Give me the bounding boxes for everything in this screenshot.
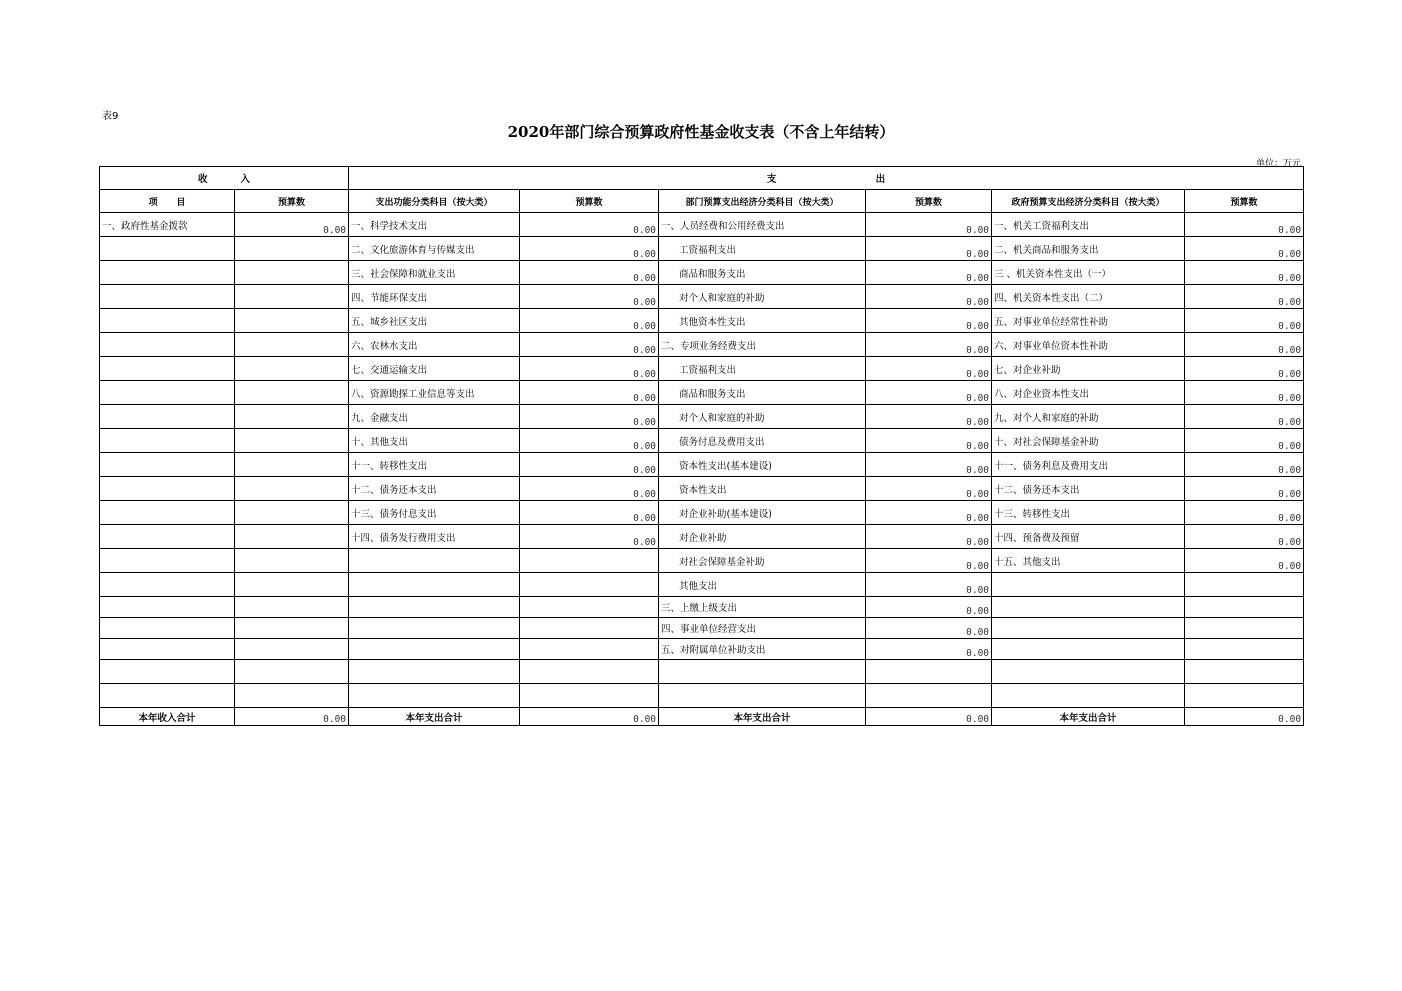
dept-value: 0.00 xyxy=(866,309,992,333)
gov-item: 十、对社会保障基金补助 xyxy=(992,429,1185,453)
table-row xyxy=(100,639,1304,660)
func-item: 四、节能环保支出 xyxy=(349,285,520,309)
func-item: 十四、债务发行费用支出 xyxy=(349,525,520,549)
income-item xyxy=(100,525,235,549)
func-value xyxy=(520,684,659,708)
func-item xyxy=(349,639,520,660)
income-value xyxy=(235,333,349,357)
dept-item: 商品和服务支出 xyxy=(659,261,866,285)
col-header-budget: 预算数 xyxy=(520,190,659,213)
dept-item: 资本性支出(基本建设) xyxy=(659,453,866,477)
dept-total-label: 本年支出合计 xyxy=(659,708,866,726)
func-item xyxy=(349,573,520,597)
income-value xyxy=(235,381,349,405)
gov-item: 十四、预备费及预留 xyxy=(992,525,1185,549)
gov-item xyxy=(992,684,1185,708)
income-item xyxy=(100,477,235,501)
func-value: 0.00 xyxy=(520,357,659,381)
dept-value: 0.00 xyxy=(866,477,992,501)
dept-value: 0.00 xyxy=(866,501,992,525)
table-row xyxy=(100,261,1304,285)
gov-value: 0.00 xyxy=(1185,309,1304,333)
dept-item: 一、人员经费和公用经费支出 xyxy=(659,213,866,237)
gov-value: 0.00 xyxy=(1185,333,1304,357)
func-value: 0.00 xyxy=(520,429,659,453)
dept-item: 三、上缴上级支出 xyxy=(659,597,866,618)
income-value xyxy=(235,660,349,684)
dept-item: 其他资本性支出 xyxy=(659,309,866,333)
income-item xyxy=(100,453,235,477)
income-item: 一、政府性基金拨款 xyxy=(100,213,235,237)
gov-item: 十三、转移性支出 xyxy=(992,501,1185,525)
dept-value: 0.00 xyxy=(866,429,992,453)
income-value xyxy=(235,618,349,639)
dept-value: 0.00 xyxy=(866,618,992,639)
gov-value xyxy=(1185,618,1304,639)
gov-value: 0.00 xyxy=(1185,213,1304,237)
dept-value: 0.00 xyxy=(866,333,992,357)
dept-value: 0.00 xyxy=(866,285,992,309)
income-value xyxy=(235,237,349,261)
table-row xyxy=(100,501,1304,525)
dept-item: 四、事业单位经营支出 xyxy=(659,618,866,639)
income-total-label: 本年收入合计 xyxy=(100,708,235,726)
func-item: 九、金融支出 xyxy=(349,405,520,429)
income-item xyxy=(100,381,235,405)
gov-value: 0.00 xyxy=(1185,453,1304,477)
col-header-budget: 预算数 xyxy=(866,190,992,213)
table-row xyxy=(100,525,1304,549)
gov-value: 0.00 xyxy=(1185,405,1304,429)
table-label: 表9 xyxy=(102,111,119,122)
table-row xyxy=(100,549,1304,573)
func-item: 二、文化旅游体育与传媒支出 xyxy=(349,237,520,261)
func-item xyxy=(349,549,520,573)
income-item xyxy=(100,261,235,285)
dept-value: 0.00 xyxy=(866,639,992,660)
page-title: 2020年部门综合预算政府性基金收支表（不含上年结转） xyxy=(507,123,895,141)
gov-value xyxy=(1185,597,1304,618)
gov-item: 八、对企业资本性支出 xyxy=(992,381,1185,405)
table-row xyxy=(100,684,1304,708)
table-row xyxy=(100,597,1304,618)
func-item: 十、其他支出 xyxy=(349,429,520,453)
table-row xyxy=(100,309,1304,333)
gov-item: 三 、机关资本性支出（一） xyxy=(992,261,1185,285)
col-header-gov: 政府预算支出经济分类科目（按大类） xyxy=(992,190,1185,213)
col-header-item: 项 目 xyxy=(100,190,235,213)
table-row xyxy=(100,381,1304,405)
func-value xyxy=(520,597,659,618)
income-item xyxy=(100,309,235,333)
dept-value xyxy=(866,660,992,684)
dept-item: 资本性支出 xyxy=(659,477,866,501)
gov-item: 二、机关商品和服务支出 xyxy=(992,237,1185,261)
dept-item xyxy=(659,660,866,684)
income-value xyxy=(235,405,349,429)
gov-item: 十二、债务还本支出 xyxy=(992,477,1185,501)
dept-item: 二、专项业务经费支出 xyxy=(659,333,866,357)
table-row xyxy=(100,477,1304,501)
func-item xyxy=(349,660,520,684)
func-value: 0.00 xyxy=(520,381,659,405)
func-item: 三、社会保障和就业支出 xyxy=(349,261,520,285)
func-value: 0.00 xyxy=(520,405,659,429)
dept-value: 0.00 xyxy=(866,597,992,618)
unit-label: 单位：万元 xyxy=(1255,159,1301,169)
table-row xyxy=(100,453,1304,477)
table-row xyxy=(100,618,1304,639)
table-row xyxy=(100,405,1304,429)
gov-item: 四、机关资本性支出（二） xyxy=(992,285,1185,309)
expense-section-header: 支 出 xyxy=(349,167,1304,190)
table-row xyxy=(100,285,1304,309)
income-value xyxy=(235,501,349,525)
income-item xyxy=(100,618,235,639)
dept-value xyxy=(866,684,992,708)
income-section-header: 收 入 xyxy=(100,167,349,190)
gov-value: 0.00 xyxy=(1185,237,1304,261)
table-row xyxy=(100,213,1304,237)
func-item: 一、科学技术支出 xyxy=(349,213,520,237)
gov-item: 七、对企业补助 xyxy=(992,357,1185,381)
dept-value: 0.00 xyxy=(866,357,992,381)
func-value xyxy=(520,639,659,660)
income-value xyxy=(235,573,349,597)
income-value xyxy=(235,309,349,333)
income-item xyxy=(100,573,235,597)
func-item: 八、资源勘探工业信息等支出 xyxy=(349,381,520,405)
income-value xyxy=(235,477,349,501)
income-item xyxy=(100,660,235,684)
table-row xyxy=(100,357,1304,381)
func-value: 0.00 xyxy=(520,237,659,261)
dept-item: 对企业补助(基本建设) xyxy=(659,501,866,525)
dept-value: 0.00 xyxy=(866,525,992,549)
gov-value: 0.00 xyxy=(1185,525,1304,549)
gov-item xyxy=(992,660,1185,684)
func-value: 0.00 xyxy=(520,453,659,477)
gov-item xyxy=(992,618,1185,639)
table-row xyxy=(100,333,1304,357)
func-item: 七、交通运输支出 xyxy=(349,357,520,381)
dept-total-value: 0.00 xyxy=(866,708,992,726)
gov-item: 六、对事业单位资本性补助 xyxy=(992,333,1185,357)
dept-value: 0.00 xyxy=(866,453,992,477)
dept-value: 0.00 xyxy=(866,573,992,597)
income-item xyxy=(100,501,235,525)
income-item xyxy=(100,405,235,429)
gov-item: 一、机关工资福利支出 xyxy=(992,213,1185,237)
gov-value xyxy=(1185,660,1304,684)
income-value xyxy=(235,285,349,309)
income-value: 0.00 xyxy=(235,213,349,237)
income-value xyxy=(235,453,349,477)
func-value: 0.00 xyxy=(520,477,659,501)
income-value xyxy=(235,261,349,285)
gov-value xyxy=(1185,639,1304,660)
func-value: 0.00 xyxy=(520,285,659,309)
totals-row xyxy=(100,708,1304,726)
income-value xyxy=(235,429,349,453)
table-row xyxy=(100,573,1304,597)
func-value xyxy=(520,618,659,639)
table-row xyxy=(100,429,1304,453)
table-row xyxy=(100,660,1304,684)
func-item xyxy=(349,618,520,639)
section-header-row xyxy=(100,167,1304,190)
func-value: 0.00 xyxy=(520,213,659,237)
col-header-budget: 预算数 xyxy=(235,190,349,213)
column-header-row xyxy=(100,190,1304,213)
dept-item: 商品和服务支出 xyxy=(659,381,866,405)
gov-value: 0.00 xyxy=(1185,285,1304,309)
income-value xyxy=(235,525,349,549)
income-item xyxy=(100,237,235,261)
gov-item xyxy=(992,573,1185,597)
dept-value: 0.00 xyxy=(866,405,992,429)
income-item xyxy=(100,684,235,708)
income-item xyxy=(100,333,235,357)
col-header-func: 支出功能分类科目（按大类） xyxy=(349,190,520,213)
dept-item: 对个人和家庭的补助 xyxy=(659,405,866,429)
gov-item: 十一、债务利息及费用支出 xyxy=(992,453,1185,477)
gov-total-label: 本年支出合计 xyxy=(992,708,1185,726)
col-header-budget: 预算数 xyxy=(1185,190,1304,213)
income-item xyxy=(100,549,235,573)
dept-value: 0.00 xyxy=(866,549,992,573)
dept-item: 对企业补助 xyxy=(659,525,866,549)
gov-value: 0.00 xyxy=(1185,261,1304,285)
income-item xyxy=(100,357,235,381)
gov-value: 0.00 xyxy=(1185,357,1304,381)
func-value xyxy=(520,660,659,684)
budget-table xyxy=(99,166,1304,726)
gov-value: 0.00 xyxy=(1185,477,1304,501)
income-value xyxy=(235,684,349,708)
func-item: 十一、转移性支出 xyxy=(349,453,520,477)
gov-value: 0.00 xyxy=(1185,381,1304,405)
func-value: 0.00 xyxy=(520,501,659,525)
dept-value: 0.00 xyxy=(866,237,992,261)
gov-value: 0.00 xyxy=(1185,501,1304,525)
dept-item: 债务付息及费用支出 xyxy=(659,429,866,453)
dept-item xyxy=(659,684,866,708)
func-item: 六、农林水支出 xyxy=(349,333,520,357)
income-value xyxy=(235,357,349,381)
dept-item: 其他支出 xyxy=(659,573,866,597)
gov-value: 0.00 xyxy=(1185,429,1304,453)
gov-item: 九、对个人和家庭的补助 xyxy=(992,405,1185,429)
income-value xyxy=(235,597,349,618)
func-value: 0.00 xyxy=(520,333,659,357)
dept-item: 五、对附属单位补助支出 xyxy=(659,639,866,660)
gov-item xyxy=(992,597,1185,618)
func-item xyxy=(349,597,520,618)
dept-value: 0.00 xyxy=(866,381,992,405)
func-item: 十三、债务付息支出 xyxy=(349,501,520,525)
income-item xyxy=(100,597,235,618)
gov-item xyxy=(992,639,1185,660)
dept-value: 0.00 xyxy=(866,213,992,237)
gov-item: 五、对事业单位经常性补助 xyxy=(992,309,1185,333)
gov-item: 十五、其他支出 xyxy=(992,549,1185,573)
gov-value: 0.00 xyxy=(1185,549,1304,573)
table-row xyxy=(100,237,1304,261)
gov-value xyxy=(1185,684,1304,708)
income-item xyxy=(100,639,235,660)
func-item: 十二、债务还本支出 xyxy=(349,477,520,501)
income-value xyxy=(235,639,349,660)
func-value xyxy=(520,573,659,597)
func-value: 0.00 xyxy=(520,261,659,285)
func-value: 0.00 xyxy=(520,309,659,333)
func-total-label: 本年支出合计 xyxy=(349,708,520,726)
gov-total-value: 0.00 xyxy=(1185,708,1304,726)
gov-value xyxy=(1185,573,1304,597)
income-value xyxy=(235,549,349,573)
func-value: 0.00 xyxy=(520,525,659,549)
income-total-value: 0.00 xyxy=(235,708,349,726)
dept-item: 工资福利支出 xyxy=(659,237,866,261)
dept-value: 0.00 xyxy=(866,261,992,285)
col-header-dept: 部门预算支出经济分类科目（按大类） xyxy=(659,190,866,213)
income-item xyxy=(100,285,235,309)
dept-item: 对社会保障基金补助 xyxy=(659,549,866,573)
dept-item: 工资福利支出 xyxy=(659,357,866,381)
func-item xyxy=(349,684,520,708)
func-value xyxy=(520,549,659,573)
func-total-value: 0.00 xyxy=(520,708,659,726)
dept-item: 对个人和家庭的补助 xyxy=(659,285,866,309)
income-item xyxy=(100,429,235,453)
func-item: 五、城乡社区支出 xyxy=(349,309,520,333)
